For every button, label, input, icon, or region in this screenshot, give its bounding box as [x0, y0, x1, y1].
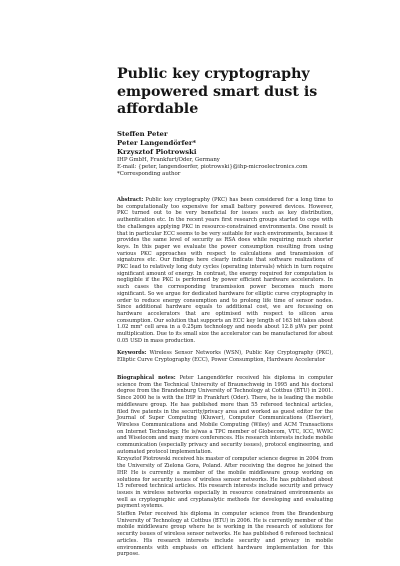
title-line: empowered smart dust is [117, 83, 318, 100]
author-name: Peter Langendörfer* [117, 138, 197, 147]
keywords-text: Wireless Sensor Networks (WSN), Public Key Cryptography (PKC), Elliptic Curve Cryptography (ECC), Power Consumption, Hardware Accelerator [117, 350, 333, 363]
bio-paragraph: Steffen Peter received his diploma in computer science from the Brandenburg University of Technology at Cottbus (BTU) in 2006. He is currently member of the mobile middleware group where he is working in the research of solutions for security issues of wireless sensor networks. He has published 6 refereed technical articles. His research interests include security and privacy in mobile environments with emphasis on efficient hardware implementation for this purpose. [117, 511, 333, 558]
abstract [117, 197, 333, 344]
affiliation-org: IHP GmbH, Frankfurt/Oder, Germany [117, 157, 220, 163]
keywords [117, 350, 333, 363]
title-line: affordable [117, 101, 199, 117]
author-name: Steffen Peter [117, 130, 168, 138]
abstract-text: Public key cryptography (PKC) has been considered for a long time to be computationally too expensive for small battery powered devices. However, PKC turned out to be very beneficial for issues such as key distribution, authentication etc. In the recent years first research groups started to cope with the challenges applying PKC in resource-constrained environments. One result is that in particular ECC seems to be very suitable for such environments, because it provides the same level of security as RSA does while requiring much shorter keys. In this paper we evaluate the power consumption resulting from using various PKC approaches with respect to calculations and transmission of signatures etc. Our findings here clearly indicate that software realizations of PKC lead to relatively long duty cycles (operating intervals) which in turn require significant amount of energy. In contrast, the energy required for computation is negligible if the PKC is performed by power efficient hardware accelerators. In such cases the corresponding transmission power becomes much more significant. So we argue for dedicated hardware for elliptic curve cryptography in order to reduce energy consumption and to prolong life time of sensor nodes. Since additional hardware equals to additional cost, we are focussing on hardware accelerators that are optimised with respect to silicon area consumption. Our solution that supports an ECC key length of 163 bit takes about 1.02 mm² cell area in a 0.25μm technology and needs about 12.8 μWs per point multiplication. Due to its small size the accelerator can be manufactured for about 0.05 USD in mass production. [117, 197, 333, 344]
corresponding-author-note: *Corresponding author [117, 171, 181, 177]
affiliation [117, 157, 377, 178]
author-list [117, 130, 357, 156]
bio-label: Biographical notes: [117, 375, 176, 381]
keywords-label: Keywords: [117, 350, 147, 356]
title-line: Public key cryptography [117, 66, 310, 82]
bio-paragraph: Krzysztof Piotrowski received his master of computer science degree in 2004 from the University of Zielona Gora, Poland. After receiving the degree he joined the IHP. He is currently a member of the mobile middleware group working on solutions for security issues of wireless sensor networks. He has published about 15 refereed technical articles. His research interests include security and privacy issues in wireless networks especially in resource constrained environments as well as cryptographic and cryptanalytic methods for developing and evaluating payment systems. [117, 456, 333, 510]
abstract-label: Abstract: [117, 197, 144, 203]
bio-paragraph: Peter Langendörfer received his diploma in computer science from the Technical University of Braunschweig in 1995 and his doctoral degree from the Brandenburg University of Technology at Cottbus (BTU) in 2001. Since 2000 he is with the IHP in Frankfurt (Oder). There, he is leading the mobile middleware group. He has published more than 55 refereed technical articles, filed five patents in the security/privacy area and worked as guest editor for the Journal of Super Computing (Kluwer), Computer Communications (Elsevier), Wireless Communications and Mobile Computing (Wiley) and ACM Transactions on Internet Technology. He is/was a TPC member of Globecom, VTC, ICC, WWIC and Wiselocom and many more conferences. His research interests include mobile communication (especially privacy and security issues), protocol engineering, and automated protocol implementation. [117, 375, 334, 455]
author-name: Krzysztof Piotrowski [117, 147, 197, 156]
paper-title [117, 66, 357, 119]
biographical-notes [117, 375, 333, 558]
affiliation-email: E-mail: {peter, langendoerfer, piotrowski}@ihp-microelectronics.com [117, 164, 308, 170]
